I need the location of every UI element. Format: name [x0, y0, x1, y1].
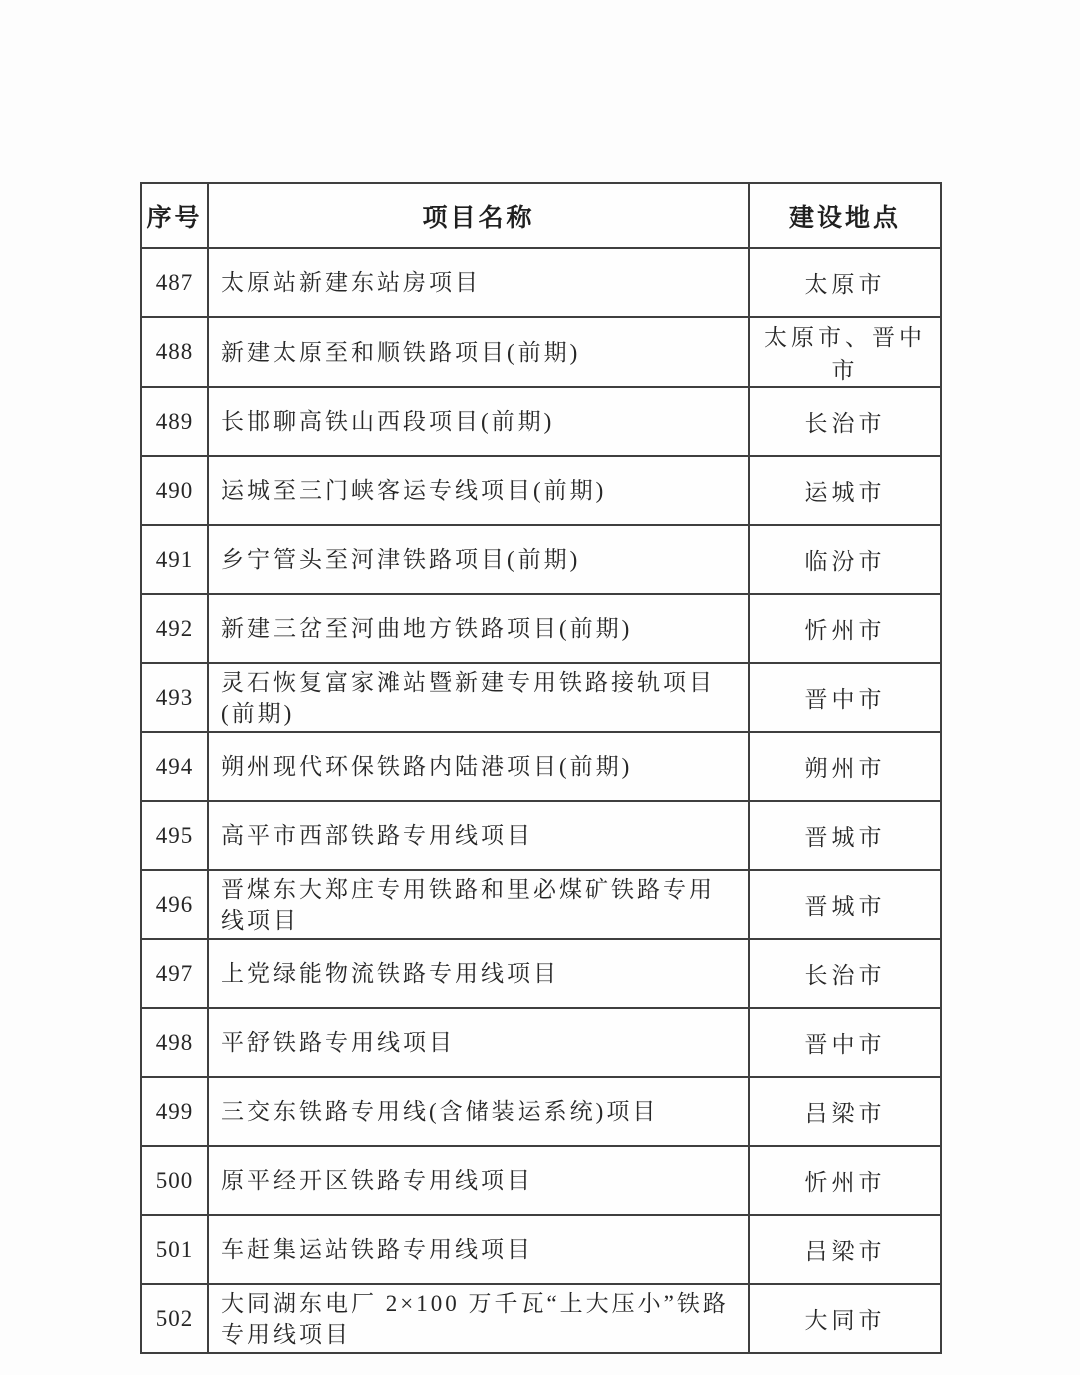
row-location: 长治市 — [749, 387, 941, 456]
row-serial-number: 492 — [141, 594, 208, 663]
row-serial-number: 488 — [141, 317, 208, 387]
table-row — [141, 801, 941, 870]
row-location: 晋城市 — [749, 801, 941, 870]
row-serial-number: 500 — [141, 1146, 208, 1215]
row-serial-number: 501 — [141, 1215, 208, 1284]
row-project-name: 灵石恢复富家滩站暨新建专用铁路接轨项目(前期) — [208, 663, 749, 732]
row-project-name: 大同湖东电厂 2×100 万千瓦“上大压小”铁路专用线项目 — [208, 1284, 749, 1353]
row-location: 朔州市 — [749, 732, 941, 801]
row-project-name: 长邯聊高铁山西段项目(前期) — [208, 387, 749, 456]
row-location: 大同市 — [749, 1284, 941, 1353]
row-location: 晋中市 — [749, 663, 941, 732]
row-serial-number: 487 — [141, 248, 208, 317]
table-row — [141, 1284, 941, 1353]
row-serial-number: 502 — [141, 1284, 208, 1353]
header-construction-location: 建设地点 — [749, 183, 941, 248]
row-project-name: 新建三岔至河曲地方铁路项目(前期) — [208, 594, 749, 663]
table-row — [141, 456, 941, 525]
table-row — [141, 939, 941, 1008]
row-project-name: 朔州现代环保铁路内陆港项目(前期) — [208, 732, 749, 801]
row-location: 晋中市 — [749, 1008, 941, 1077]
table-row — [141, 317, 941, 387]
row-location: 晋城市 — [749, 870, 941, 939]
row-project-name: 晋煤东大郑庄专用铁路和里必煤矿铁路专用线项目 — [208, 870, 749, 939]
table-row — [141, 594, 941, 663]
row-location: 吕梁市 — [749, 1215, 941, 1284]
row-serial-number: 495 — [141, 801, 208, 870]
row-project-name: 上党绿能物流铁路专用线项目 — [208, 939, 749, 1008]
row-serial-number: 489 — [141, 387, 208, 456]
row-project-name: 车赶集运站铁路专用线项目 — [208, 1215, 749, 1284]
projects-table — [140, 182, 942, 1354]
row-serial-number: 490 — [141, 456, 208, 525]
row-serial-number: 497 — [141, 939, 208, 1008]
table-header-row — [141, 183, 941, 248]
row-location: 吕梁市 — [749, 1077, 941, 1146]
header-project-name: 项目名称 — [208, 183, 749, 248]
row-project-name: 原平经开区铁路专用线项目 — [208, 1146, 749, 1215]
table-row — [141, 248, 941, 317]
header-serial-number: 序号 — [141, 183, 208, 248]
row-project-name: 太原站新建东站房项目 — [208, 248, 749, 317]
table-row — [141, 1008, 941, 1077]
table-row — [141, 870, 941, 939]
row-serial-number: 499 — [141, 1077, 208, 1146]
row-serial-number: 494 — [141, 732, 208, 801]
row-location: 太原市 — [749, 248, 941, 317]
row-project-name: 高平市西部铁路专用线项目 — [208, 801, 749, 870]
row-serial-number: 496 — [141, 870, 208, 939]
table-row — [141, 387, 941, 456]
row-location: 运城市 — [749, 456, 941, 525]
table-row — [141, 525, 941, 594]
table-row — [141, 732, 941, 801]
row-location: 忻州市 — [749, 1146, 941, 1215]
row-serial-number: 493 — [141, 663, 208, 732]
row-project-name: 新建太原至和顺铁路项目(前期) — [208, 317, 749, 387]
table-row — [141, 663, 941, 732]
row-project-name: 三交东铁路专用线(含储装运系统)项目 — [208, 1077, 749, 1146]
row-location: 长治市 — [749, 939, 941, 1008]
row-location: 临汾市 — [749, 525, 941, 594]
table-row — [141, 1077, 941, 1146]
row-project-name: 运城至三门峡客运专线项目(前期) — [208, 456, 749, 525]
row-serial-number: 498 — [141, 1008, 208, 1077]
row-serial-number: 491 — [141, 525, 208, 594]
row-project-name: 乡宁管头至河津铁路项目(前期) — [208, 525, 749, 594]
table-row — [141, 1215, 941, 1284]
row-project-name: 平舒铁路专用线项目 — [208, 1008, 749, 1077]
table-row — [141, 1146, 941, 1215]
row-location: 太原市、晋中市 — [749, 317, 941, 387]
row-location: 忻州市 — [749, 594, 941, 663]
